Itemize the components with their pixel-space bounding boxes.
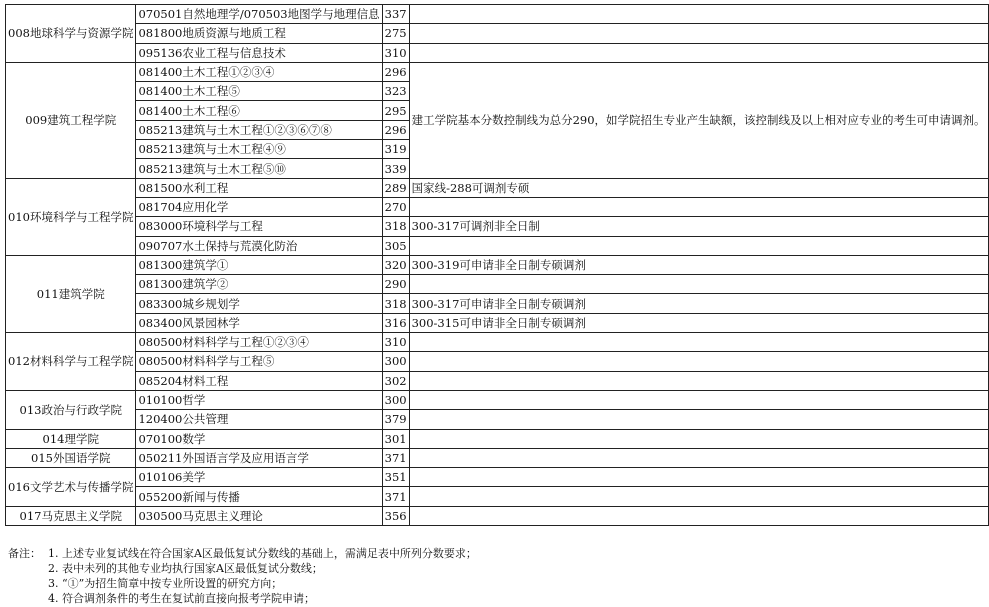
major-cell: 081800地质资源与地质工程 [136,24,382,43]
remarks-section [8,546,638,606]
score-cell: 320 [382,255,409,274]
note-cell [409,506,988,525]
major-cell: 083400风景园林学 [136,313,382,332]
major-cell: 080500材料科学与工程①②③④ [136,333,382,352]
major-cell: 120400公共管理 [136,410,382,429]
table-row [6,294,989,313]
score-cell: 296 [382,62,409,81]
score-cell: 296 [382,120,409,139]
major-cell: 070501自然地理学/070503地图学与地理信息 [136,5,382,24]
major-cell: 083300城乡规划学 [136,294,382,313]
note-cell: 300-317可申请非全日制专硕调剂 [409,294,988,313]
score-table [5,4,989,526]
score-cell: 310 [382,333,409,352]
note-cell [409,410,988,429]
major-cell: 030500马克思主义理论 [136,506,382,525]
note-cell [409,24,988,43]
table-row [6,313,989,332]
score-cell: 351 [382,468,409,487]
score-cell: 316 [382,313,409,332]
table-row [6,429,989,448]
remark-text: 1. 上述专业复试线在符合国家A区最低复试分数线的基础上，需满足表中所列分数要求； [48,547,477,560]
remark-text: 3. “①”为招生简章中按专业所设置的研究方向； [48,577,283,590]
table-row [6,275,989,294]
remark-text: 2. 表中未列的其他专业均执行国家A区最低复试分数线； [48,562,323,575]
score-cell: 356 [382,506,409,525]
major-cell: 010106美学 [136,468,382,487]
table-row [6,197,989,216]
major-cell: 081704应用化学 [136,197,382,216]
note-cell: 300-315可申请非全日制专硕调剂 [409,313,988,332]
score-cell: 275 [382,24,409,43]
note-cell [409,197,988,216]
table-row [6,468,989,487]
remarks-label: 备注： [8,547,41,560]
table-row [6,352,989,371]
score-cell: 339 [382,159,409,178]
score-cell: 337 [382,5,409,24]
score-cell: 319 [382,140,409,159]
major-cell: 070100数学 [136,429,382,448]
college-name-cell: 016文学艺术与传播学院 [6,468,136,507]
table-row [6,5,989,24]
major-cell: 085213建筑与土木工程④⑨ [136,140,382,159]
note-cell [409,352,988,371]
major-cell: 085204材料工程 [136,371,382,390]
major-cell: 050211外国语言学及应用语言学 [136,448,382,467]
score-cell: 371 [382,448,409,467]
score-cell: 301 [382,429,409,448]
note-cell [409,429,988,448]
college-name-cell: 017马克思主义学院 [6,506,136,525]
table-row [6,217,989,236]
score-cell: 305 [382,236,409,255]
table-row [6,487,989,506]
college-name-cell: 015外国语学院 [6,448,136,467]
major-cell: 085213建筑与土木工程①②③⑥⑦⑧ [136,120,382,139]
note-cell [409,468,988,487]
note-cell [409,371,988,390]
remark-line [8,546,638,561]
score-cell: 318 [382,217,409,236]
table-row [6,390,989,409]
note-cell [409,487,988,506]
note-cell [409,5,988,24]
major-cell: 083000环境科学与工程 [136,217,382,236]
college-name-cell: 012材料科学与工程学院 [6,333,136,391]
score-cell: 310 [382,43,409,62]
note-cell [409,275,988,294]
major-cell: 081400土木工程⑤ [136,82,382,101]
score-cell: 371 [382,487,409,506]
note-cell [409,448,988,467]
score-cell: 295 [382,101,409,120]
remark-line [8,591,638,606]
college-name-cell: 010环境科学与工程学院 [6,178,136,255]
score-cell: 290 [382,275,409,294]
note-cell [409,333,988,352]
table-row [6,506,989,525]
college-name-cell: 008地球科学与资源学院 [6,5,136,63]
remark-line [8,576,638,591]
major-cell: 080500材料科学与工程⑤ [136,352,382,371]
college-name-cell: 014理学院 [6,429,136,448]
table-row [6,410,989,429]
college-note-cell: 建工学院基本分数控制线为总分290，如学院招生专业产生缺额，该控制线及以上相对应专业的考生可申请调剂。 [409,62,988,178]
college-name-cell: 011建筑学院 [6,255,136,332]
score-cell: 300 [382,352,409,371]
note-cell: 300-317可调剂非全日制 [409,217,988,236]
major-cell: 055200新闻与传播 [136,487,382,506]
major-cell: 081400土木工程①②③④ [136,62,382,81]
table-row [6,62,989,81]
note-cell [409,390,988,409]
table-row [6,43,989,62]
score-cell: 323 [382,82,409,101]
score-cell: 289 [382,178,409,197]
score-cell: 318 [382,294,409,313]
major-cell: 081300建筑学① [136,255,382,274]
table-row [6,24,989,43]
table-row [6,371,989,390]
major-cell: 090707水土保持与荒漠化防治 [136,236,382,255]
table-row [6,178,989,197]
score-cell: 302 [382,371,409,390]
note-cell [409,236,988,255]
college-name-cell: 013政治与行政学院 [6,390,136,429]
table-row [6,236,989,255]
note-cell: 国家线-288可调剂专硕 [409,178,988,197]
note-cell [409,43,988,62]
major-cell: 095136农业工程与信息技术 [136,43,382,62]
remark-text: 4. 符合调剂条件的考生在复试前直接向报考学院申请； [48,592,315,605]
major-cell: 081500水利工程 [136,178,382,197]
major-cell: 085213建筑与土木工程⑤⑩ [136,159,382,178]
table-row [6,333,989,352]
major-cell: 010100哲学 [136,390,382,409]
major-cell: 081400土木工程⑥ [136,101,382,120]
score-cell: 379 [382,410,409,429]
note-cell: 300-319可申请非全日制专硕调剂 [409,255,988,274]
table-row [6,255,989,274]
score-cell: 300 [382,390,409,409]
major-cell: 081300建筑学② [136,275,382,294]
college-name-cell: 009建筑工程学院 [6,62,136,178]
score-cell: 270 [382,197,409,216]
table-row [6,448,989,467]
remark-line [8,561,638,576]
